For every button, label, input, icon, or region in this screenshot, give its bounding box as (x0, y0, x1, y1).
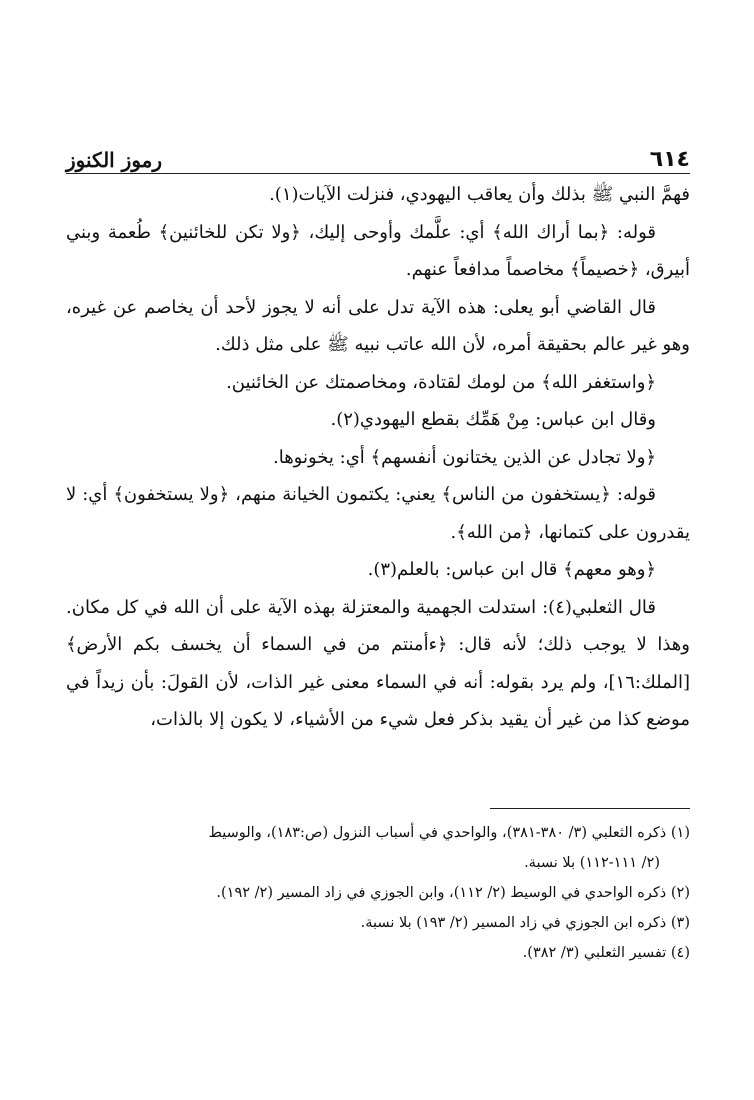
running-title: رموز الكنوز (66, 148, 163, 172)
footnote-continuation: (٢/ ١١١-١١٢) بلا نسبة. (524, 855, 660, 871)
paragraph: قال القاضي أبو يعلى: هذه الآية تدل على أنه لا يجوز لأحد أن يخاصم عن غيره، وهو غير عالم بحقيقة أمره، لأن الله عاتب نبيه ﷺ على مثل ذلك. (66, 296, 690, 355)
paragraph: وقال ابن عباس: مِنْ هَمِّك بقطع اليهودي(٢). (330, 409, 656, 430)
paragraph: قوله: ﴿بما أراك الله﴾ أي: علَّمك وأوحى إليك، ﴿ولا تكن للخائنين﴾ طُعمة وبني أبيرق، ﴿خصيماً﴾ مخاصماً مدافعاً عنهم. (66, 221, 690, 280)
header-divider (66, 173, 690, 174)
footnotes (66, 818, 690, 968)
footnote: (٢) ذكره الواحدي في الوسيط (٢/ ١١٢)، وابن الجوزي في زاد المسير (٢/ ١٩٢). (216, 885, 690, 901)
main-text (66, 176, 690, 739)
footnote-divider (490, 808, 690, 809)
footnote: (٤) تفسير الثعلبي (٣/ ٣٨٢). (522, 945, 690, 961)
paragraph: ﴿واستغفر الله﴾ من لومك لقتادة، ومخاصمتك عن الخائنين. (226, 371, 656, 393)
footnote: (١) ذكره الثعلبي (٣/ ٣٨٠-٣٨١)، والواحدي في أسباب النزول (ص:١٨٣)، والوسيط (208, 825, 690, 841)
paragraph: قال الثعلبي(٤): استدلت الجهمية والمعتزلة بهذه الآية على أن الله في كل مكان. وهذا لا يوجب ذلك؛ لأنه قال: ﴿ءأمنتم من في السماء أن يخسف بكم الأرض﴾ [الملك:١٦]، ولم يرد بقوله: أنه في السماء معنى غير الذات، لأن القولَ: بأن زيداً في موضع كذا من غير أن يقيد بذكر فعل شيء من الأشياء، لا يكون إلا بالذات، (66, 596, 690, 730)
running-header (66, 138, 690, 172)
paragraph: ﴿ولا تجادل عن الذين يختانون أنفسهم﴾ أي: يخونوها. (272, 446, 656, 468)
page-number: ٦١٤ (649, 147, 690, 172)
paragraph: ﴿وهو معهم﴾ قال ابن عباس: بالعلم(٣). (367, 559, 656, 580)
footnote: (٣) ذكره ابن الجوزي في زاد المسير (٢/ ١٩٣) بلا نسبة. (360, 915, 690, 931)
paragraph: قوله: ﴿يستخفون من الناس﴾ يعني: يكتمون الخيانة منهم، ﴿ولا يستخفون﴾ أي: لا يقدرون على كتمانها، ﴿من الله﴾. (66, 484, 690, 543)
paragraph: فهمَّ النبي ﷺ بذلك وأن يعاقب اليهودي، فنزلت الآيات(١). (269, 184, 690, 205)
